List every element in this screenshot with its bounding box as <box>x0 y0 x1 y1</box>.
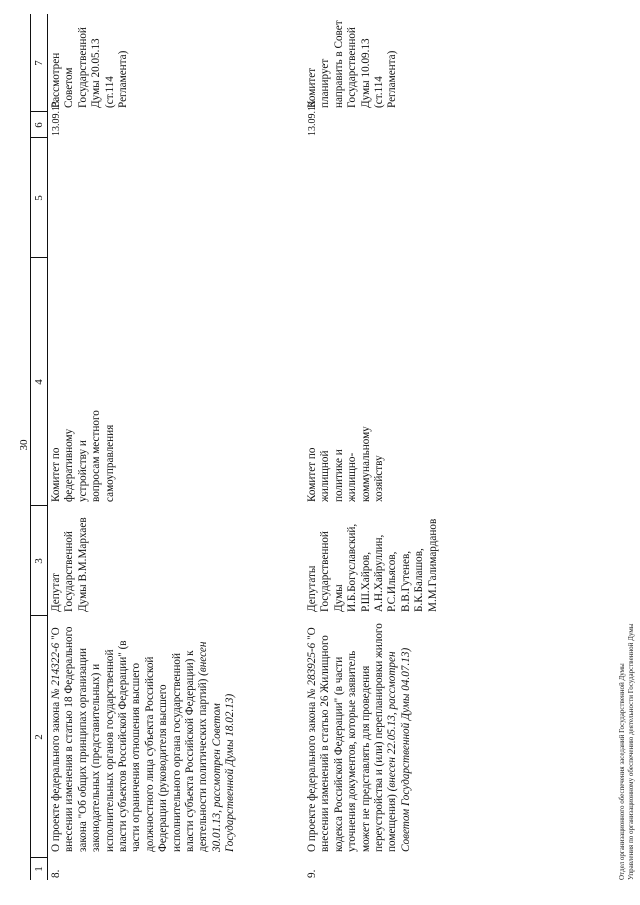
agenda-table <box>30 14 630 880</box>
bill-title: О проекте федерального закона <box>306 701 318 852</box>
bill-cell <box>50 620 238 852</box>
header-col-6: 6 <box>33 122 45 128</box>
row-number: 8. <box>50 869 62 878</box>
header-col-3: 3 <box>33 558 45 564</box>
footer <box>618 624 636 880</box>
table-header-row <box>30 14 48 880</box>
committee-cell: Комитет по федеративному устройству и вопросам местного самоуправления <box>50 410 116 502</box>
bill-note: (внесен 22.05.13, рассмотрен Советом Государственной Думы 04.07.13) <box>386 647 412 852</box>
initiator-cell: Депутаты Государственной Думы И.Б.Богуславский, Р.Ш.Хайров, А.Н.Хайруллин, Р.С.Ильясов, В.В.Гутенев, Б.К.Балашов, М.М.Галимарданов <box>306 518 439 612</box>
footer-line-1: Отдел организационного обеспечения заседаний Государственной Думы <box>618 663 626 880</box>
bill-number: № 214322-6 <box>50 642 62 699</box>
bill-title: О проекте федерального закона <box>50 701 62 852</box>
status-cell: Рассмотрен Советом Государственной Думы 20.05.13 (ст.114 Регламента) <box>50 27 130 108</box>
header-col-1: 1 <box>33 866 45 872</box>
bill-description: "О внесении изменения в статью 18 Федерального закона "Об общих принципах организации законодательных (представительных) и исполнительных органов государственной власти субъектов Российской Федерации" (в части ограничения отношения высшего должностного лица субъекта Российской Федерации (руководителя высшего исполнительного органа государственной власти субъекта Российской Федерации) к деятельности политических партий) <box>50 626 210 852</box>
bill-number: № 283925-6 <box>306 642 318 699</box>
header-col-5: 5 <box>33 195 45 201</box>
bill-description: "О внесении изменений в статью 26 Жилищного кодекса Российской Федерации" (в части уточнения документов, которые заявитель может не представлять для проведения переустройства и (или) перепланировки жилого помещения) <box>306 623 399 852</box>
row-number: 9. <box>306 869 318 878</box>
bill-cell <box>306 620 413 852</box>
header-col-2: 2 <box>33 734 45 740</box>
header-col-7: 7 <box>33 60 45 66</box>
date-cell: 13.09.13 <box>51 101 62 136</box>
header-col-4: 4 <box>33 379 45 385</box>
page-number: 30 <box>18 439 30 451</box>
initiator-cell: Депутат Государственной Думы В.М.Мархаев <box>50 517 89 612</box>
bill-note: (внесен 30.01.13, рассмотрен Советом Государственной Думы 18.02.13) <box>197 641 237 852</box>
date-cell: 13.09.13 <box>307 101 318 136</box>
committee-cell: Комитет по жилищной политике и жилищно-коммунальному хозяйству <box>306 426 386 502</box>
status-cell: Комитет планирует направить в Совет Государственной Думы 10.09.13 (ст.114 Регламента) <box>306 20 399 108</box>
footer-line-2: Управления по организационному обеспечению деятельности Государственной Думы <box>627 623 635 880</box>
